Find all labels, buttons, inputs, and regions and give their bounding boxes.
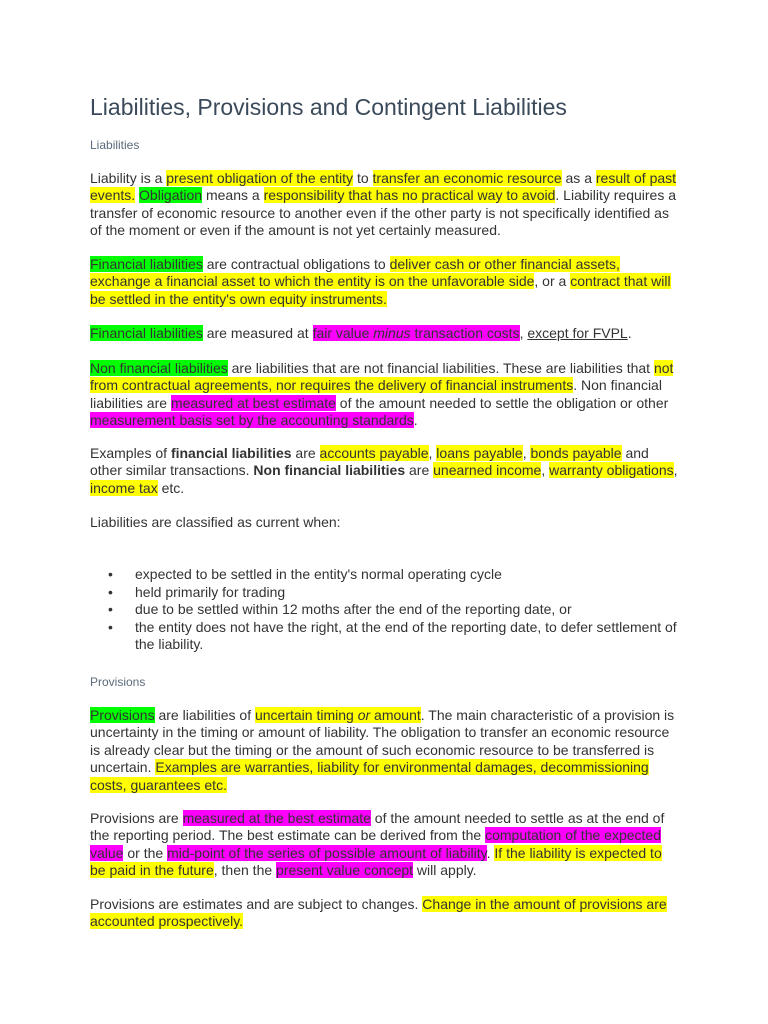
highlight: contract that will be settled in the entity's own equity instruments. <box>90 273 671 307</box>
highlight: not from contractual agreements, nor requires the delivery of financial instruments <box>90 360 674 394</box>
highlight-measure: measurement basis set by the accounting standards <box>90 412 414 429</box>
highlight: present obligation of the entity <box>166 170 354 186</box>
highlight: unearned income <box>433 462 542 479</box>
highlight: Change in the amount of provisions are accounted prospectively. <box>90 896 667 930</box>
underlined-text: except for FVPL <box>527 325 628 341</box>
highlight-term: Obligation <box>139 187 203 204</box>
highlight-term: Provisions <box>90 707 155 723</box>
paragraph-liability-definition: Liability is a present obligation of the entity to transfer an economic resource as a result of past events. Obligation means a responsibility that has no practical way to avoid. Liability requires a transfer of economic resource to another even if the other party is not specifically identified as of the moment or even if the amount is not yet certainly measured. <box>90 170 677 239</box>
paragraph-non-financial-liabilities: Non financial liabilities are liabilities that are not financial liabilities. These are liabilities that not from contractual agreements, nor requires the delivery of financial instruments. Non financial liabilities are measured at best estimate of the amount needed to settle the obligation or other measurement basis set by the accounting standards. <box>90 360 674 429</box>
highlight-term: Financial liabilities <box>90 256 203 272</box>
highlight-measure: computation of the expected value <box>90 827 661 861</box>
highlight-term: Financial liabilities <box>90 325 203 341</box>
section-heading-liabilities: Liabilities <box>90 138 140 152</box>
list-item: • due to be settled within 12 moths after the end of the reporting date, or <box>90 601 690 619</box>
paragraph-provisions-definition: Provisions are liabilities of uncertain timing or amount. The main characteristic of a provision is uncertainty in the timing or amount of liability. The obligation to transfer an economic resource is already clear but the timing or the amount of such economic resource to be transferred is uncertain. Examples are warranties, liability for environmental damages, decommissioning costs, guarantees etc. <box>90 707 675 793</box>
highlight: transfer an economic resource <box>372 170 562 186</box>
highlight-measure: measured at the best estimate <box>182 810 371 826</box>
highlight: If the liability is expected to be paid in the future <box>90 844 662 879</box>
highlight-measure: measured at best estimate <box>170 394 336 411</box>
paragraph-provisions-changes: Provisions are estimates and are subject to changes. Change in the amount of provisions are accounted prospectively. <box>90 896 667 930</box>
highlight: loans payable <box>436 445 523 461</box>
highlight: income tax <box>90 479 158 496</box>
highlight: deliver cash or other financial assets, exchange a financial asset to which the entity is on the unfavorable side <box>90 256 620 290</box>
highlight-measure: mid-point of the series of possible amount of liability <box>167 844 487 861</box>
highlight-term: Non financial liabilities <box>90 360 228 376</box>
highlight: result of past events. <box>90 170 677 204</box>
highlight: bonds payable <box>530 445 622 461</box>
list-item: • the entity does not have the right, at the end of the reporting date, to defer settlement of the liability. <box>90 619 690 654</box>
highlight-measure: present value concept <box>276 862 414 879</box>
list-item: • held primarily for trading <box>90 584 690 602</box>
highlight: responsibility that has no practical way to avoid <box>263 187 556 204</box>
highlight: Examples are warranties, liability for environmental damages, decommissioning costs, guarantees etc. <box>90 759 649 793</box>
bullet-list <box>90 566 690 654</box>
paragraph-financial-measurement: Financial liabilities are measured at fair value minus transaction costs, except for FVPL. <box>90 325 632 341</box>
highlight: uncertain timing or amount <box>254 707 421 723</box>
page-title: Liabilities, Provisions and Contingent Liabilities <box>90 94 567 120</box>
list-item: • expected to be settled in the entity's normal operating cycle <box>90 566 690 584</box>
highlight: warranty obligations <box>549 462 674 479</box>
paragraph-current-classification: Liabilities are classified as current when: <box>90 514 341 530</box>
highlight: accounts payable <box>319 445 429 461</box>
paragraph-financial-liabilities: Financial liabilities are contractual obligations to deliver cash or other financial assets, exchange a financial asset to which the entity is on the unfavorable side, or a contract that will be settled in the entity's own equity instruments. <box>90 256 671 307</box>
paragraph-provisions-measurement: Provisions are measured at the best estimate of the amount needed to settle as at the end of the reporting period. The best estimate can be derived from the computation of the expected value or the mid-point of the series of possible amount of liability. If the liability is expected to be paid in the future, then the present value concept will apply. <box>90 810 665 879</box>
section-heading-provisions: Provisions <box>90 675 146 689</box>
highlight-measure: fair value minus transaction costs <box>312 325 520 341</box>
paragraph-examples: Examples of financial liabilities are accounts payable, loans payable, bonds payable and other similar transactions. Non financial liabilities are unearned income, warranty obligations, income tax etc. <box>90 445 678 496</box>
